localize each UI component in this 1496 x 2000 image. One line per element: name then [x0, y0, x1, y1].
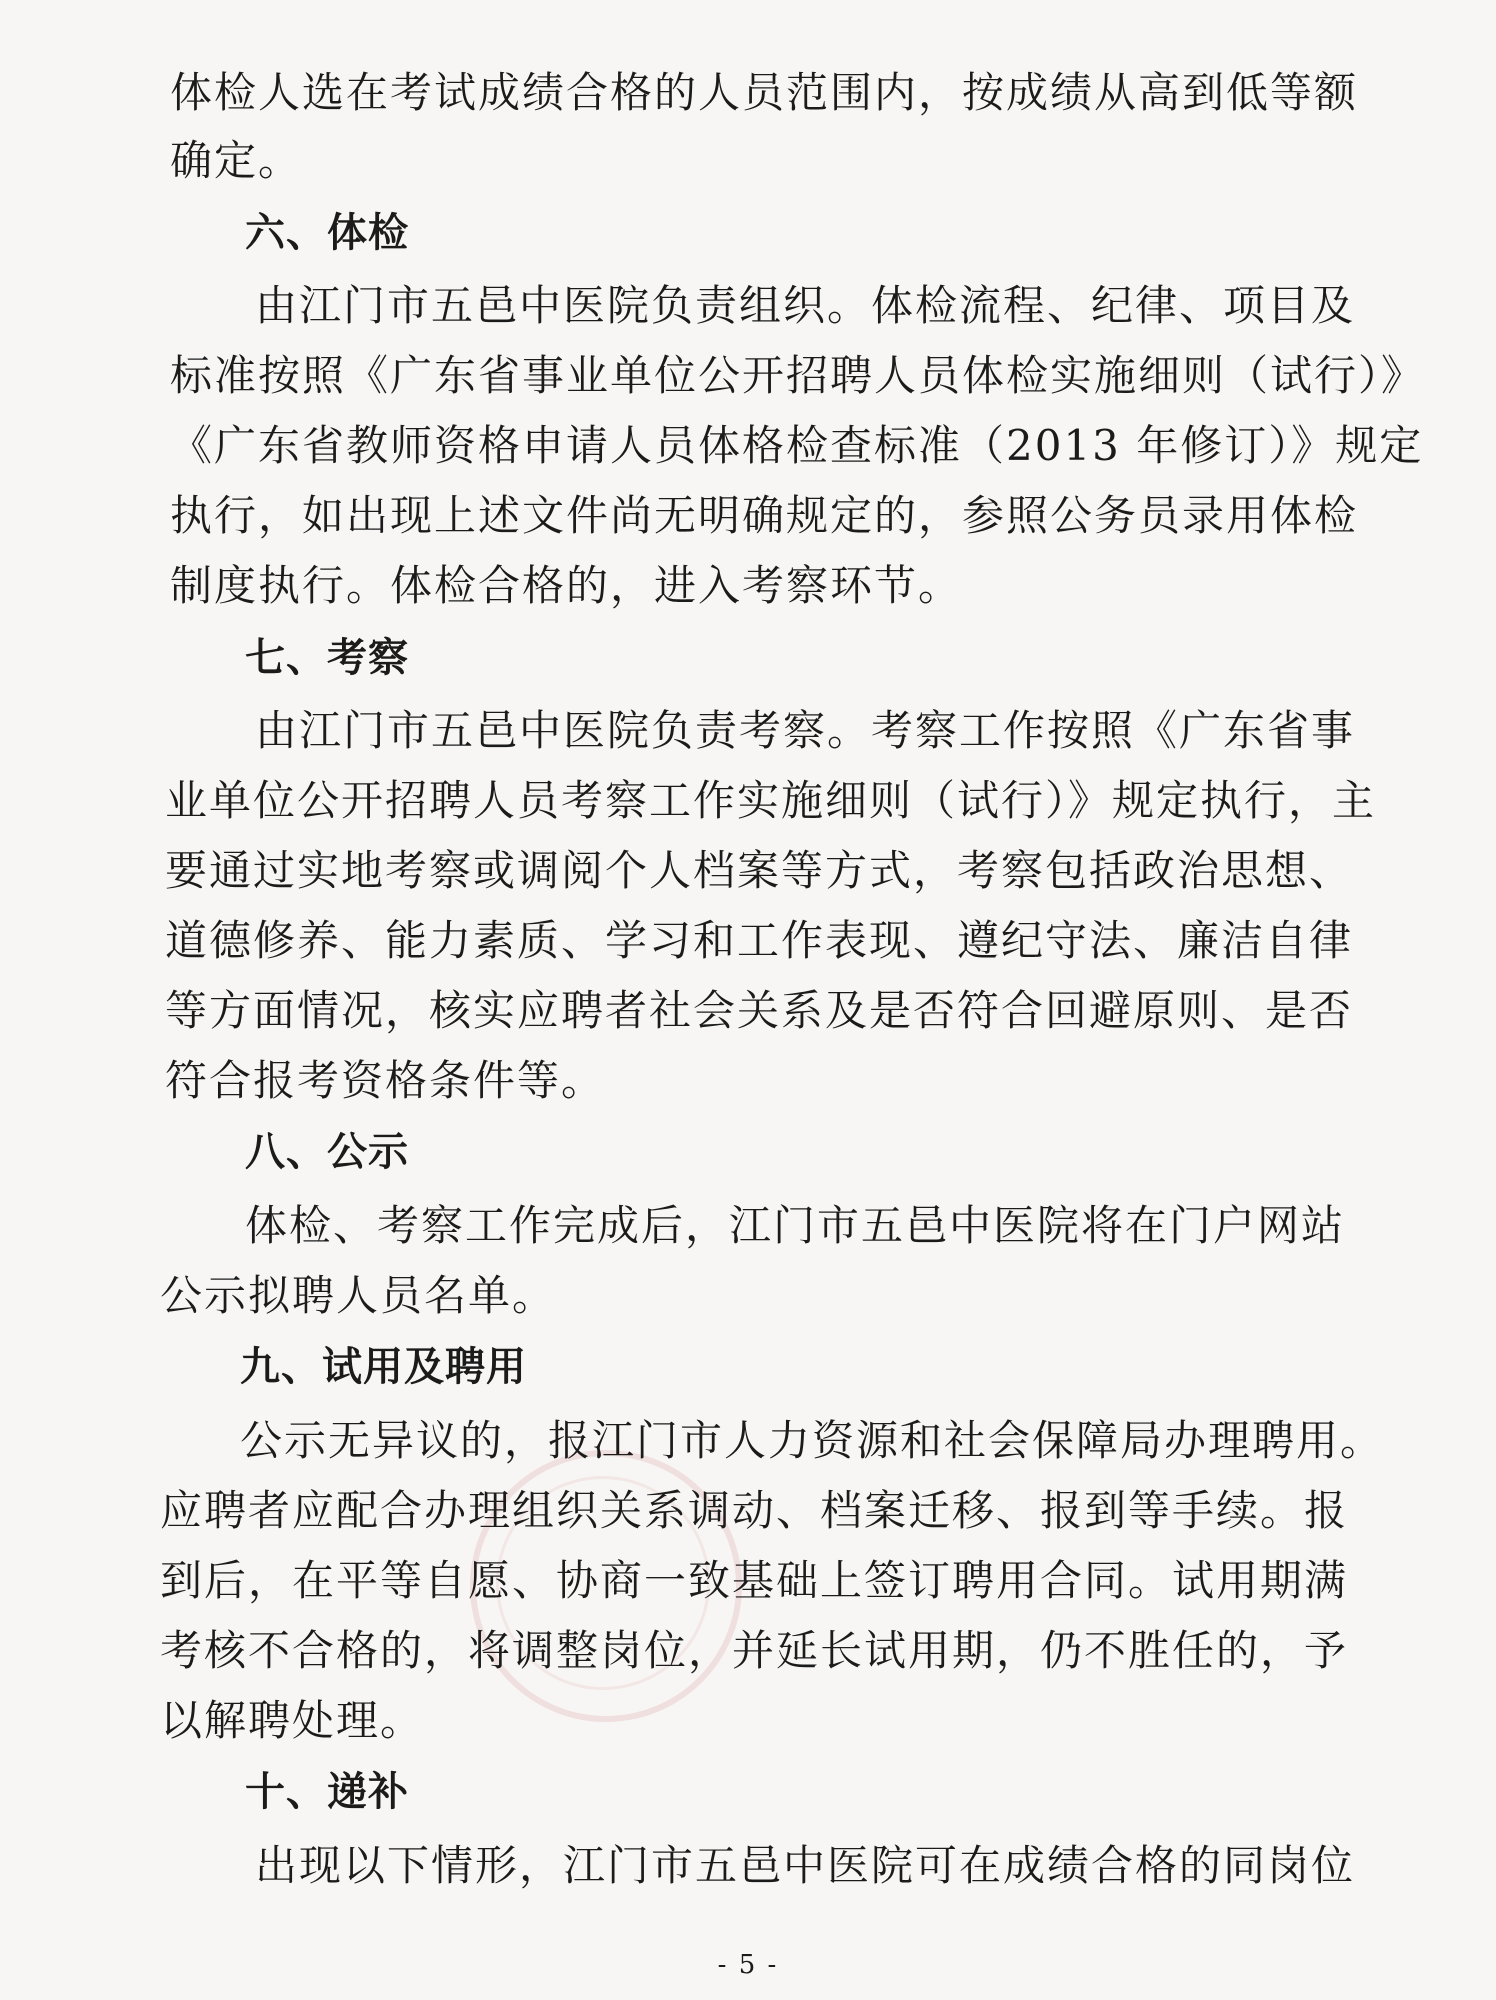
- page-number: - 5 -: [717, 1950, 779, 1980]
- body-text-line: 业单位公开招聘人员考察工作实施细则（试行）》规定执行，主: [165, 776, 1377, 825]
- body-text-line: 符合报考资格条件等。: [165, 1056, 606, 1105]
- body-text-line: 由江门市五邑中医院负责考察。考察工作按照《广东省事: [255, 706, 1356, 755]
- section-heading: 九、试用及聘用: [240, 1344, 527, 1390]
- body-text-line: 等方面情况，核实应聘者社会关系及是否符合回避原则、是否: [165, 986, 1354, 1035]
- section-heading: 十、递补: [245, 1769, 409, 1815]
- body-text-line: 公示无异议的，报江门市人力资源和社会保障局办理聘用。: [240, 1416, 1385, 1465]
- body-text-line: 制度执行。体检合格的，进入考察环节。: [170, 561, 963, 610]
- section-heading: 八、公示: [245, 1129, 409, 1175]
- body-text-line: 体检、考察工作完成后，江门市五邑中医院将在门户网站: [245, 1201, 1346, 1250]
- body-text-line: 标准按照《广东省事业单位公开招聘人员体检实施细则（试行）》: [170, 351, 1426, 400]
- body-text-line: 确定。: [170, 136, 303, 185]
- body-text-line: 到后，在平等自愿、协商一致基础上签订聘用合同。试用期满: [160, 1556, 1349, 1605]
- body-text-line: 出现以下情形，江门市五邑中医院可在成绩合格的同岗位: [255, 1841, 1356, 1890]
- body-text-line: 执行，如出现上述文件尚无明确规定的，参照公务员录用体检: [170, 491, 1359, 540]
- body-text-line: 公示拟聘人员名单。: [160, 1271, 557, 1320]
- body-text-line: 以解聘处理。: [160, 1696, 425, 1745]
- body-text-line: 《广东省教师资格申请人员体格检查标准（2013 年修订）》规定: [170, 421, 1424, 470]
- body-text-line: 要通过实地考察或调阅个人档案等方式，考察包括政治思想、: [165, 846, 1354, 895]
- body-text-line: 由江门市五邑中医院负责组织。体检流程、纪律、项目及: [255, 281, 1356, 330]
- body-text-line: 应聘者应配合办理组织关系调动、档案迁移、报到等手续。报: [160, 1486, 1349, 1535]
- section-heading: 六、体检: [245, 210, 409, 256]
- body-text-line: 道德修养、能力素质、学习和工作表现、遵纪守法、廉洁自律: [165, 916, 1354, 965]
- section-heading: 七、考察: [245, 635, 409, 681]
- body-text-line: 考核不合格的，将调整岗位，并延长试用期，仍不胜任的，予: [160, 1626, 1349, 1675]
- body-text-line: 体检人选在考试成绩合格的人员范围内，按成绩从高到低等额: [170, 68, 1359, 117]
